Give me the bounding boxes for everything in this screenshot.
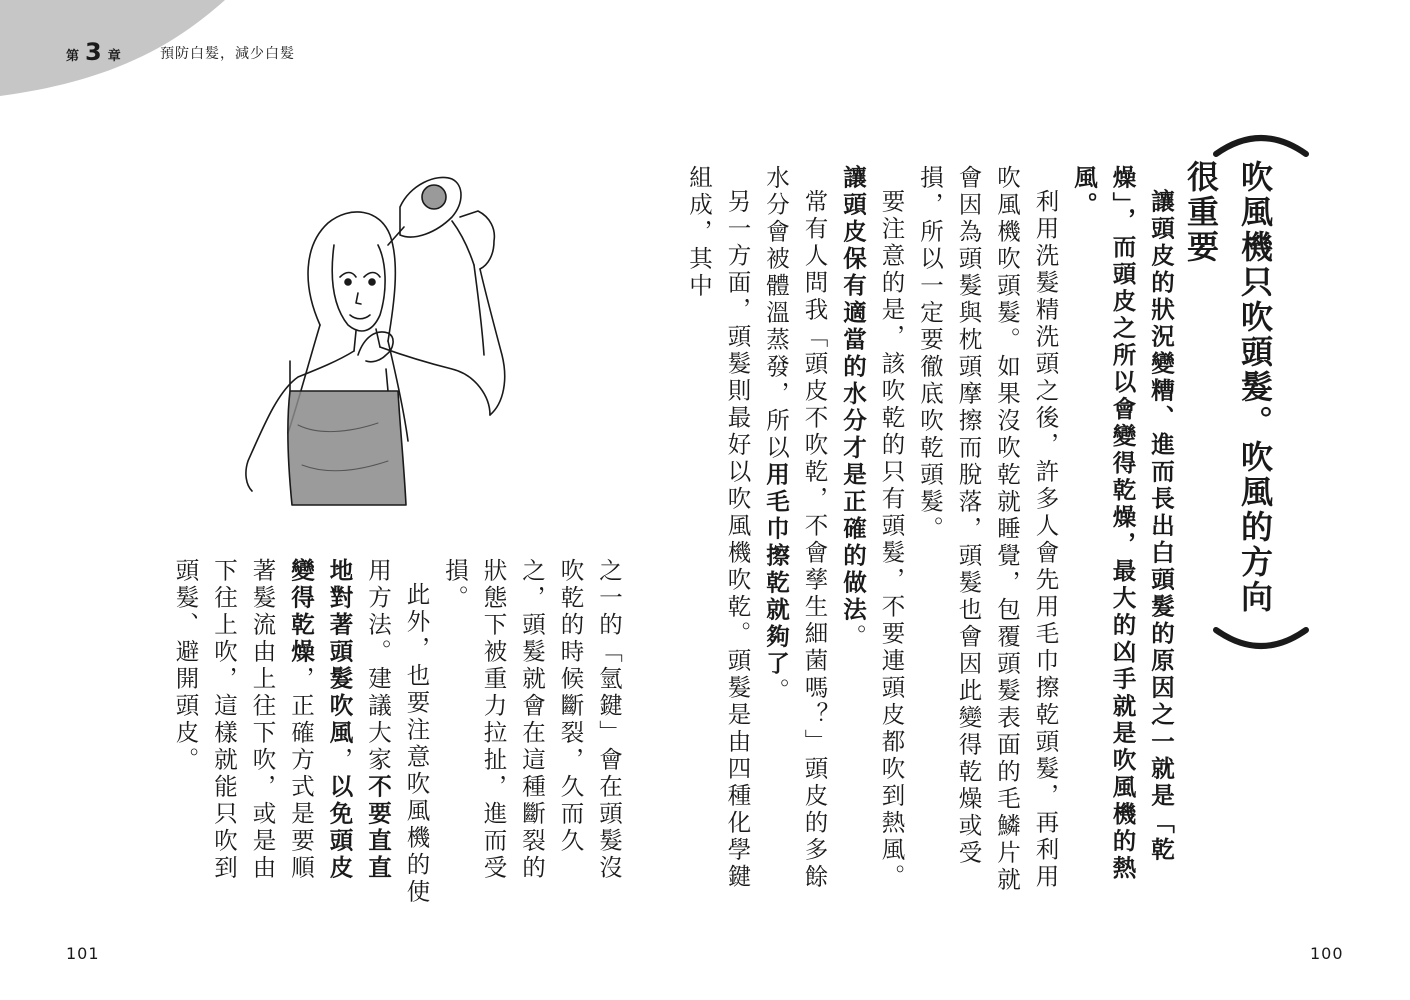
para2-text: 要注意的是，該吹乾的只有頭髮，不要連頭皮都吹到熱風。 — [877, 188, 906, 891]
bracket-top-icon — [1212, 128, 1310, 158]
body-paragraph-4: 另一方面，頭髮則最好以吹風機吹乾。頭髮是由四種化學鍵組成，其中 — [685, 165, 752, 891]
article-heading: 吹風機只吹頭髮。吹風的方向很重要 — [1182, 160, 1274, 615]
lead-paragraph — [1065, 165, 1181, 910]
left-page-body — [171, 558, 628, 908]
left-para2-text-2: ， — [325, 747, 354, 774]
woman-hair-dryer-illustration — [238, 165, 528, 510]
chapter-number: 3 — [85, 38, 102, 66]
bracket-bottom-icon — [1212, 626, 1310, 656]
chapter-prefix: 第 — [66, 49, 80, 64]
left-para2-emphasis-1: 不要直直地對著頭髮吹風 — [325, 558, 392, 882]
body-paragraph-2 — [834, 165, 911, 910]
para2-end: 。 — [839, 624, 867, 651]
right-page-body — [685, 165, 1180, 910]
para3-text: 常有人問我「頭皮不吹乾，不會孳生細菌嗎？」頭皮的多餘水分會被體溫蒸發，所以 — [762, 165, 829, 891]
chapter-suffix: 章 — [107, 49, 121, 64]
body-paragraph-3 — [757, 165, 834, 910]
left-para2-text-1: 此外，也要注意吹風機的使用方法。建議大家 — [364, 558, 431, 906]
para3-end: 。 — [762, 678, 790, 705]
left-paragraph-1: 之一的「氫鍵」會在頭髮沒吹乾的時候斷裂，久而久之，頭髮就會在這種斷裂的狀態下被重力拉扯，進而受損。 — [441, 558, 623, 882]
left-para2-text-3: ，正確方式是要順著髮流由上往下吹，或是由下往上吹，這樣就能只吹到頭髮、避開頭皮。 — [171, 558, 315, 882]
body-paragraph-1: 利用洗髮精洗頭之後，許多人會先用毛巾擦乾頭髮，再利用吹風機吹頭髮。如果沒吹乾就睡覺，包覆頭髮表面的毛鱗片就會因為頭髮與枕頭摩擦而脫落，頭髮也會因此變得乾燥或受損，所以一定要徹底吹乾頭髮。 — [916, 165, 1060, 894]
left-para2-emphasis-2: 以免頭皮變得乾燥 — [287, 558, 354, 882]
para2-emphasis: 讓頭皮保有適當的水分才是正確的做法 — [839, 165, 867, 624]
page-number-right: 100 — [1310, 944, 1344, 963]
lead-text: 讓頭皮的狀況變糟、進而長出白頭髮的原因之一就是「乾燥」，而頭皮之所以會變得乾燥，最大的凶手就是吹風機的熱風。 — [1070, 165, 1175, 883]
article-heading-box — [1182, 160, 1282, 630]
page-number-left: 101 — [66, 944, 100, 963]
section-title: 預防白髮，減少白髮 — [160, 46, 295, 62]
left-paragraph-2 — [166, 558, 436, 908]
para3-emphasis: 用毛巾擦乾就夠了 — [762, 462, 790, 678]
chapter-label — [66, 40, 121, 64]
